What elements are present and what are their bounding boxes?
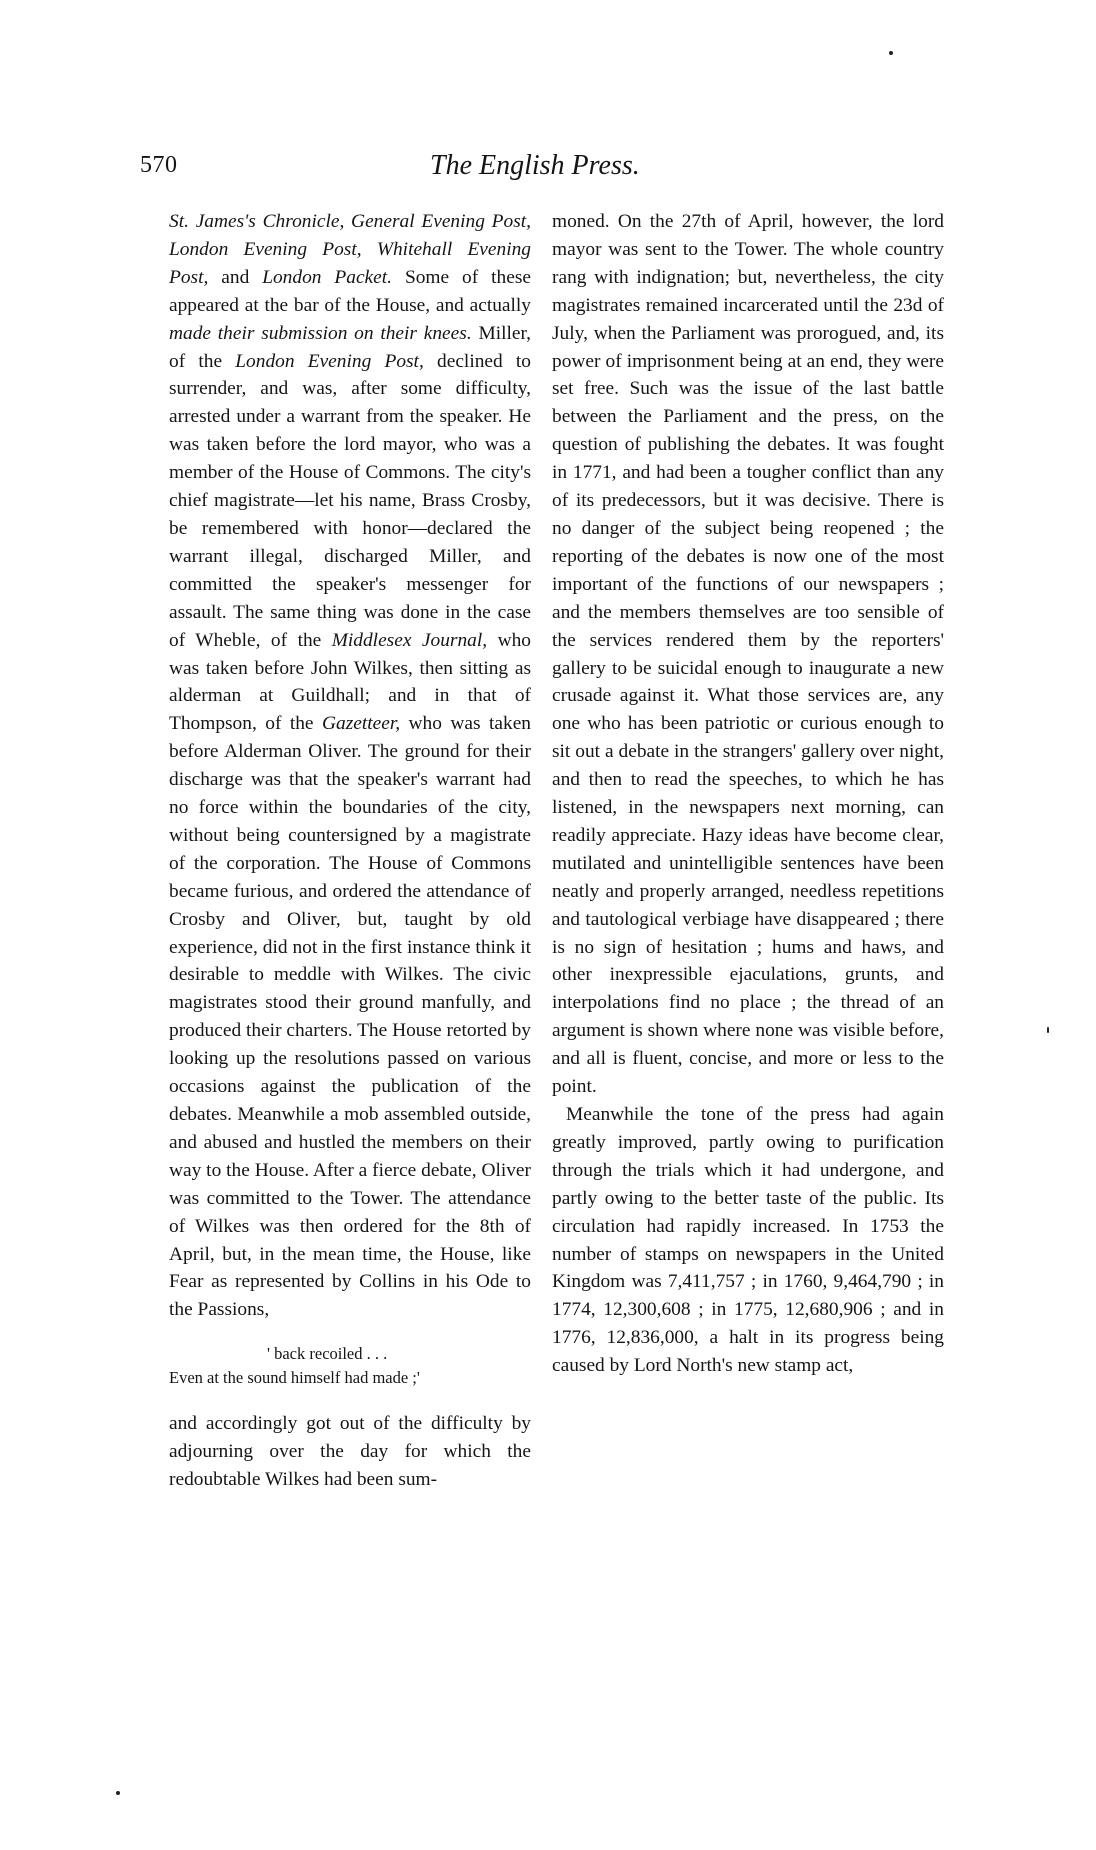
newspaper-titles: St. James's Chronicle, General Evening Post, London Evening Post, Whitehall Evening Post, <box>169 211 531 288</box>
page-header <box>140 152 960 192</box>
speck-mark <box>116 1791 120 1795</box>
text-run: Some of these appeared at the bar of the House, and actually <box>169 266 531 316</box>
text-run: and <box>208 266 263 288</box>
page-number: 570 <box>140 152 178 178</box>
text-run: Miller, of the <box>169 322 531 372</box>
newspaper-title: Gazetteer, <box>322 713 401 735</box>
right-paragraph-2: Meanwhile the tone of the press had again greatly improved, partly owing to purification through the trials which it had undergone, and partly owing to the better taste of the public. Its circulation had rapidly increased. In 1753 the number of stamps on newspapers in the United Kingdom was 7,411,757 ; in 1760, 9,464,790 ; in 1774, 12,300,608 ; in 1775, 12,680,906 ; and in 1776, 12,836,000, a halt in its progress being caused by Lord North's new stamp act, <box>552 1104 944 1377</box>
left-paragraph-2: and accordingly got out of the difficulty by adjourning over the day for which the redoubtable Wilkes had been sum- <box>169 1413 531 1491</box>
verse-line-2: Even at the sound himself had made ;' <box>169 1368 420 1388</box>
verse-quotation <box>169 1342 531 1390</box>
left-paragraph-1 <box>169 208 531 1324</box>
emphasis-phrase: made their submission on their knees. <box>169 322 472 344</box>
newspaper-title: London Evening Post, <box>235 350 424 372</box>
verse-line-1: ' back recoiled . . . <box>267 1344 388 1364</box>
right-column <box>552 208 944 1380</box>
right-paragraph-1: moned. On the 27th of April, however, the lord mayor was sent to the Tower. The whole country rang with indignation; but, nevertheless, the city magistrates remained incarcerated until the 23d of July, when the Parliament was prorogued, and, its power of imprisonment being at an end, they were set free. Such was the issue of the last battle between the Parliament and the press, on the question of publishing the debates. It was fought in 1771, and had been a tougher conflict than any of its predecessors, but it was decisive. There is no danger of the subject being reopened ; the reporting of the debates is now one of the most important of the functions of our newspapers ; and the members themselves are too sensible of the services rendered them by the reporters' gallery to be suicidal enough to inaugurate a new crusade against it. What those services are, any one who has been patriotic or curious enough to sit out a debate in the strangers' gallery over night, and then to read the speeches, to which he has listened, in the newspapers next morning, can readily appreciate. Hazy ideas have become clear, mutilated and unintelligible sentences have been neatly and properly arranged, needless repetitions and tautological verbiage have disappeared ; there is no sign of hesitation ; hums and haws, and other inexpressible ejaculations, grunts, and interpolations find no place ; the thread of an argument is shown where none was visible before, and all is fluent, concise, and more or less to the point. <box>552 211 944 1098</box>
text-run: who was taken before John Wilkes, then sitting as alderman at Guildhall; and in that of Thompson, of the <box>169 629 531 735</box>
newspaper-title: London Packet. <box>262 266 392 288</box>
left-column <box>169 208 531 1494</box>
running-title: The English Press. <box>430 150 640 181</box>
speck-mark <box>1047 1027 1049 1033</box>
text-run: declined to surrender, and was, after some difficulty, arrested under a warrant from the speaker. He was taken before the lord mayor, who was a member of the House of Commons. The city's chief magistrate—let his name, Brass Crosby, be remembered with honor—declared the warrant illegal, discharged Miller, and committed the speaker's messenger for assault. The same thing was done in the case of Wheble, of the <box>169 350 531 651</box>
speck-mark <box>889 51 893 55</box>
newspaper-title: Middlesex Journal, <box>331 629 488 651</box>
text-run: who was taken before Alderman Oliver. The ground for their discharge was that the speaker's warrant had no force within the boundaries of the city, without being countersigned by a magistrate of the corporation. The House of Commons became furious, and ordered the attendance of Crosby and Oliver, but, taught by old experience, did not in the first instance think it desirable to meddle with Wilkes. The civic magistrates stood their ground manfully, and produced their charters. The House retorted by looking up the resolutions passed on various occasions against the publication of the debates. Meanwhile a mob assembled outside, and abused and hustled the members on their way to the House. After a fierce debate, Oliver was committed to the Tower. The attendance of Wilkes was then ordered for the 8th of April, but, in the mean time, the House, like Fear as represented by Collins in his Ode to the Passions, <box>169 713 532 1321</box>
